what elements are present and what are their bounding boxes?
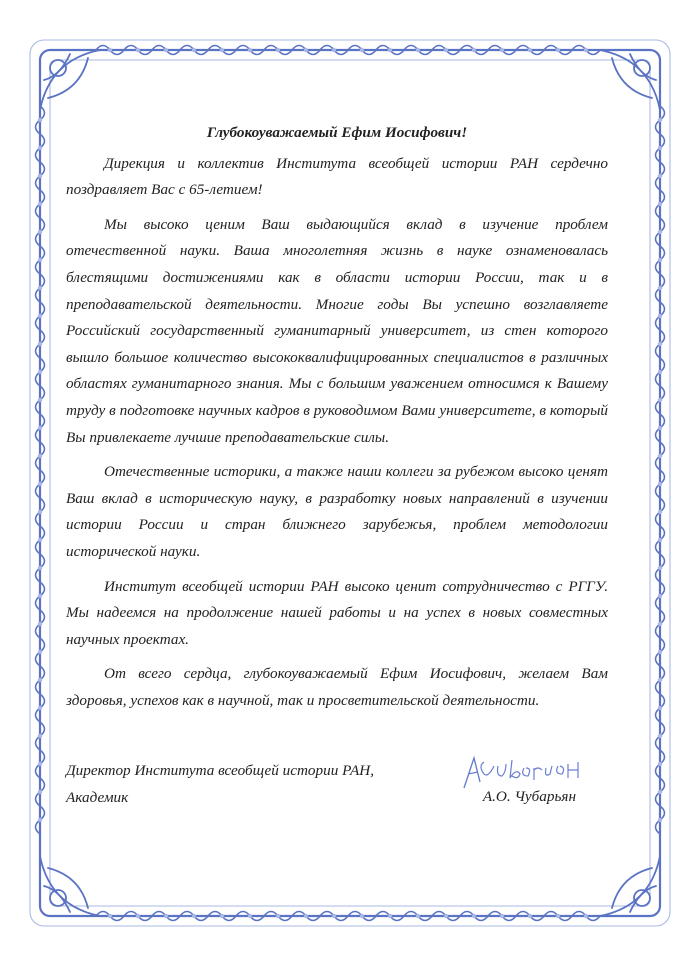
letter-body — [66, 120, 608, 714]
salutation: Глубокоуважаемый Ефим Иосифович! — [206, 124, 468, 141]
paragraph-greeting: Дирекция и коллектив Института всеобщей истории РАН сердечно поздравляет Вас с 65-летием! — [66, 154, 608, 199]
paragraph-historians: Отечественные историки, а также наши коллеги за рубежом высоко ценят Ваш вклад в историческую науку, в разработку новых направлений в изучении истории России и стран ближнего зарубежья, проблем методологии исторической науки. — [66, 463, 608, 560]
signer-title: Академик — [66, 788, 129, 806]
paragraph-wishes: От всего сердца, глубокоуважаемый Ефим Иосифович, желаем Вам здоровья, успехов как в научной, так и просветительской деятельности. — [66, 665, 608, 709]
paragraph-contribution: Мы высоко ценим Ваш выдающийся вклад в изучение проблем отечественной науки. Ваша многолетняя жизнь в науке ознаменовалась блестящими достижениями как в области истории России, так и в преподавательской деятельности. Многие годы Вы успешно возглавляете Российский государственный гуманитарный университет, из стен которого вышло большое количество высококвалифицированных специалистов в различных областях гуманитарного знания. Мы с большим уважением относимся к Вашему труду в подготовке научных кадров в руководимом Вами университете, в который Вы привлекаете лучшие преподавательские силы. — [66, 215, 608, 446]
paragraph-cooperation: Институт всеобщей истории РАН высоко ценит сотрудничество с РГГУ. Мы надеемся на продолжение нашей работы и на успех в новых совместных научных проектах. — [66, 577, 608, 648]
signer-position: Директор Института всеобщей истории РАН, — [66, 762, 375, 779]
signer-info — [66, 758, 374, 811]
signer-name: А.О. Чубарьян — [482, 788, 576, 805]
signature-block — [66, 758, 608, 818]
